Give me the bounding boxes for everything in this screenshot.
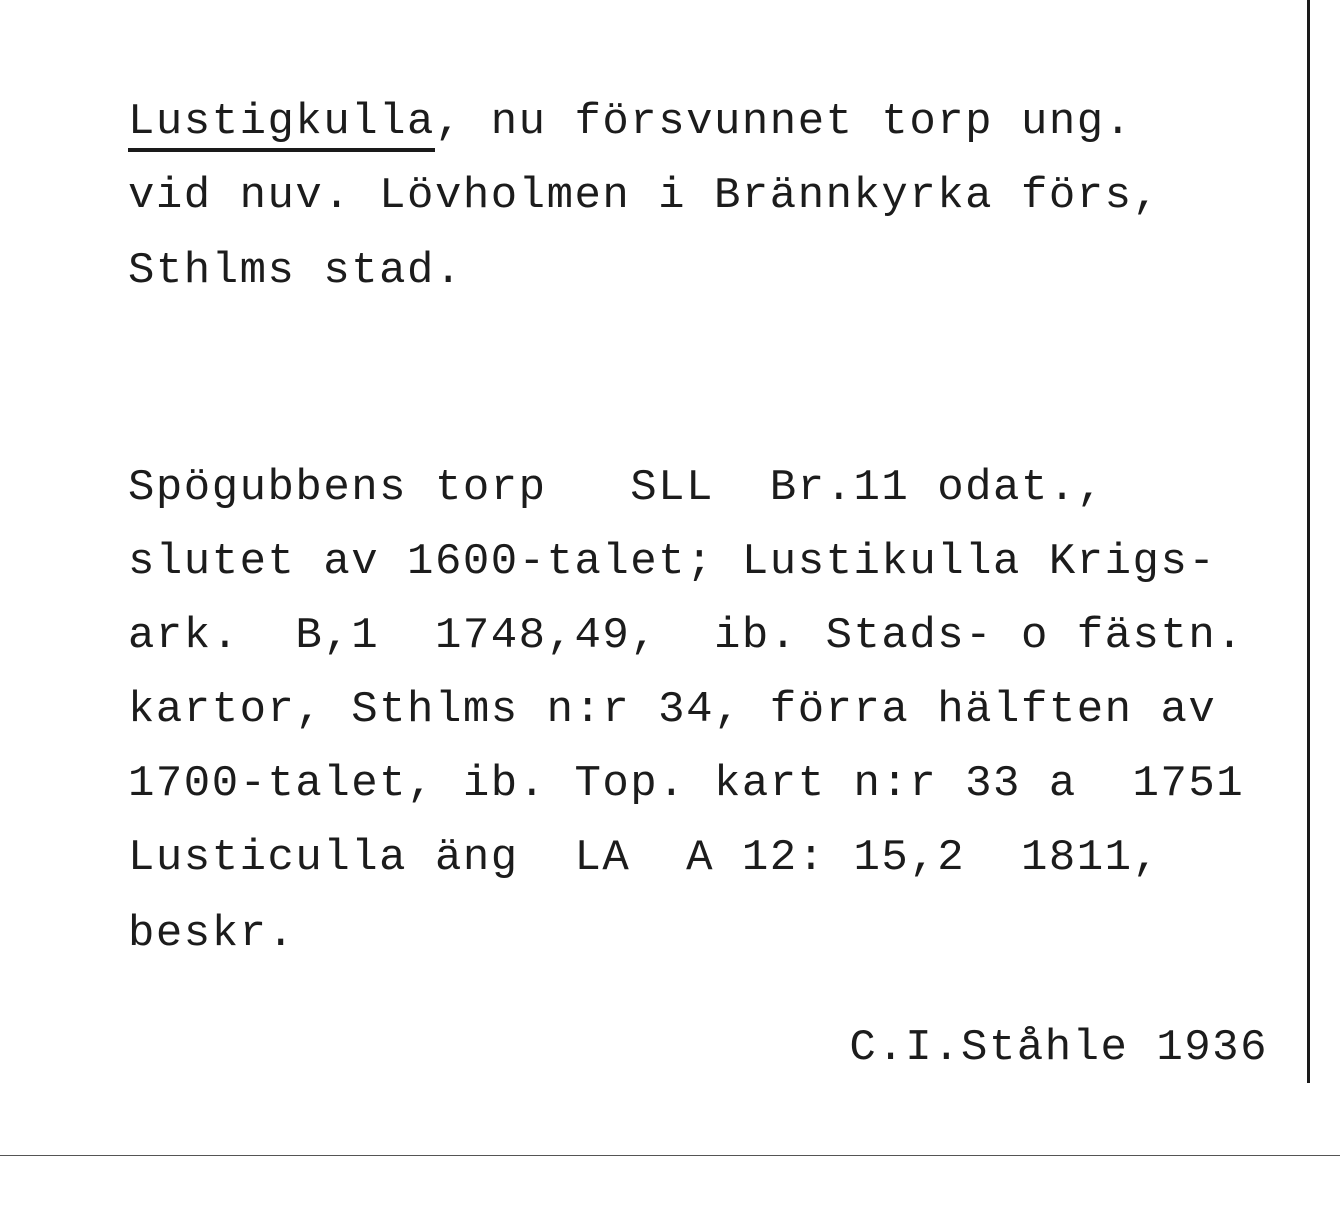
card-right-edge bbox=[1307, 0, 1310, 1083]
source-line-3: ark. B,1 1748,49, ib. Stads- o fästn. bbox=[128, 611, 1245, 661]
card-bottom-edge bbox=[0, 1155, 1340, 1156]
source-line-4: kartor, Sthlms n:r 34, förra hälften av bbox=[128, 685, 1217, 735]
headword: Lustigkulla bbox=[128, 97, 435, 147]
intro-line-1: , nu försvunnet torp ung. bbox=[434, 97, 1133, 147]
intro-line-2: vid nuv. Lövholmen i Brännkyrka förs, bbox=[128, 171, 1161, 221]
intro-line-3: Sthlms stad. bbox=[128, 246, 463, 296]
source-line-2: slutet av 1600-talet; Lustikulla Krigs- bbox=[128, 537, 1217, 587]
source-line-7: beskr. bbox=[128, 909, 296, 959]
source-line-1: Spögubbens torp SLL Br.11 odat., bbox=[128, 463, 1105, 513]
entry-line-1 bbox=[128, 97, 1133, 147]
source-line-6: Lusticulla äng LA A 12: 15,2 1811, bbox=[128, 833, 1161, 883]
source-line-5: 1700-talet, ib. Top. kart n:r 33 a 1751 bbox=[128, 759, 1245, 809]
signature: C.I.Ståhle 1936 bbox=[849, 1023, 1268, 1073]
